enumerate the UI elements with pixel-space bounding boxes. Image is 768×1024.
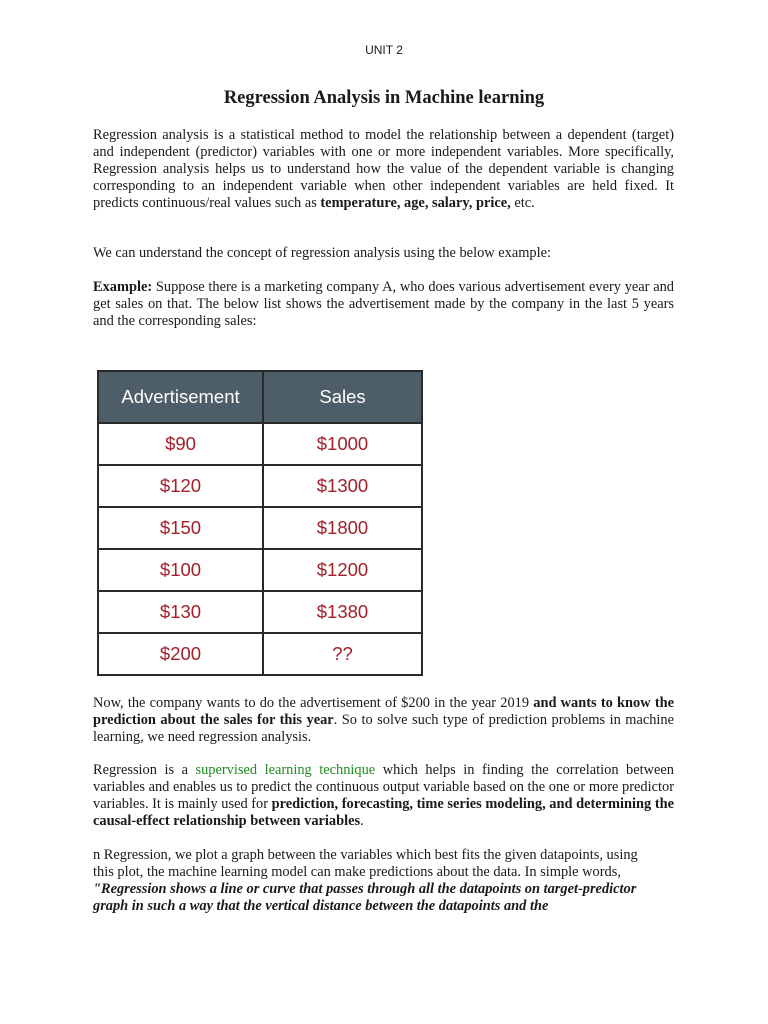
definition-tail: . bbox=[360, 813, 364, 829]
table-row bbox=[98, 507, 422, 549]
example-paragraph bbox=[93, 279, 674, 330]
unit-header: UNIT 2 bbox=[365, 43, 403, 57]
table-row bbox=[98, 633, 422, 675]
graph-text: n Regression, we plot a graph between the variables which best fits the given datapoints, using this plot, the machine learning model can make predictions about the data. In simple words, bbox=[93, 847, 638, 880]
sales-cell: $1000 bbox=[263, 423, 422, 465]
concept-text: We can understand the concept of regression analysis using the below example: bbox=[93, 245, 551, 261]
sales-cell: $1380 bbox=[263, 591, 422, 633]
prediction-paragraph bbox=[93, 695, 674, 746]
sales-cell: ?? bbox=[263, 633, 422, 675]
column-header-advertisement: Advertisement bbox=[98, 371, 263, 423]
table-row bbox=[98, 465, 422, 507]
intro-paragraph bbox=[93, 127, 674, 212]
page-title: Regression Analysis in Machine learning bbox=[223, 88, 545, 108]
advertisement-cell: $90 bbox=[98, 423, 263, 465]
advertisement-cell: $100 bbox=[98, 549, 263, 591]
prediction-tail: . So to solve such type of prediction problems in machine learning, we need regression analysis. bbox=[93, 712, 674, 745]
graph-quote: "Regression shows a line or curve that passes through all the datapoints on target-predictor graph in such a way that the vertical distance between the datapoints and the bbox=[93, 881, 637, 914]
example-text: Suppose there is a marketing company A, who does various advertisement every year and get sales on that. The below list shows the advertisement made by the company in the last 5 years and the corresponding sales: bbox=[93, 279, 674, 329]
intro-bold-examples: temperature, age, salary, price, bbox=[320, 195, 511, 211]
advertisement-cell: $130 bbox=[98, 591, 263, 633]
definition-bold-uses: prediction, forecasting, time series modeling, and determining the causal-effect relationship between variables bbox=[93, 796, 675, 829]
definition-lead: Regression is a bbox=[93, 762, 196, 778]
intro-tail: etc. bbox=[510, 195, 535, 211]
prediction-text: Now, the company wants to do the advertisement of $200 in the year 2019 bbox=[93, 695, 534, 711]
example-label: Example: bbox=[93, 279, 153, 295]
table-row bbox=[98, 423, 422, 465]
definition-text: which helps in finding the correlation between variables and enables us to predict the continuous output variable based on the one or more predictor variables. It is mainly used for bbox=[93, 762, 674, 812]
table-row bbox=[98, 591, 422, 633]
sales-cell: $1800 bbox=[263, 507, 422, 549]
advertisement-cell: $120 bbox=[98, 465, 263, 507]
supervised-learning-link[interactable]: supervised learning technique bbox=[195, 762, 376, 778]
intro-text: Regression analysis is a statistical method to model the relationship between a dependent (target) and independent (predictor) variables with one or more independent variables. More specifically, Regression analysis helps us to understand how the value of the dependent variable is changing corresponding to an independent variable when other independent variables are held fixed. It predicts continuous/real values such as bbox=[93, 127, 674, 211]
regression-definition-paragraph bbox=[93, 762, 674, 830]
prediction-bold: and wants to know the prediction about the sales for this year bbox=[93, 695, 674, 728]
graph-paragraph bbox=[93, 847, 653, 915]
advertisement-cell: $150 bbox=[98, 507, 263, 549]
advertisement-cell: $200 bbox=[98, 633, 263, 675]
advertisement-sales-table bbox=[97, 370, 423, 676]
table-row bbox=[98, 549, 422, 591]
sales-cell: $1300 bbox=[263, 465, 422, 507]
table-header-row bbox=[98, 371, 422, 423]
concept-paragraph bbox=[93, 245, 674, 262]
advertisement-sales-table-image bbox=[97, 370, 423, 666]
sales-cell: $1200 bbox=[263, 549, 422, 591]
column-header-sales: Sales bbox=[263, 371, 422, 423]
